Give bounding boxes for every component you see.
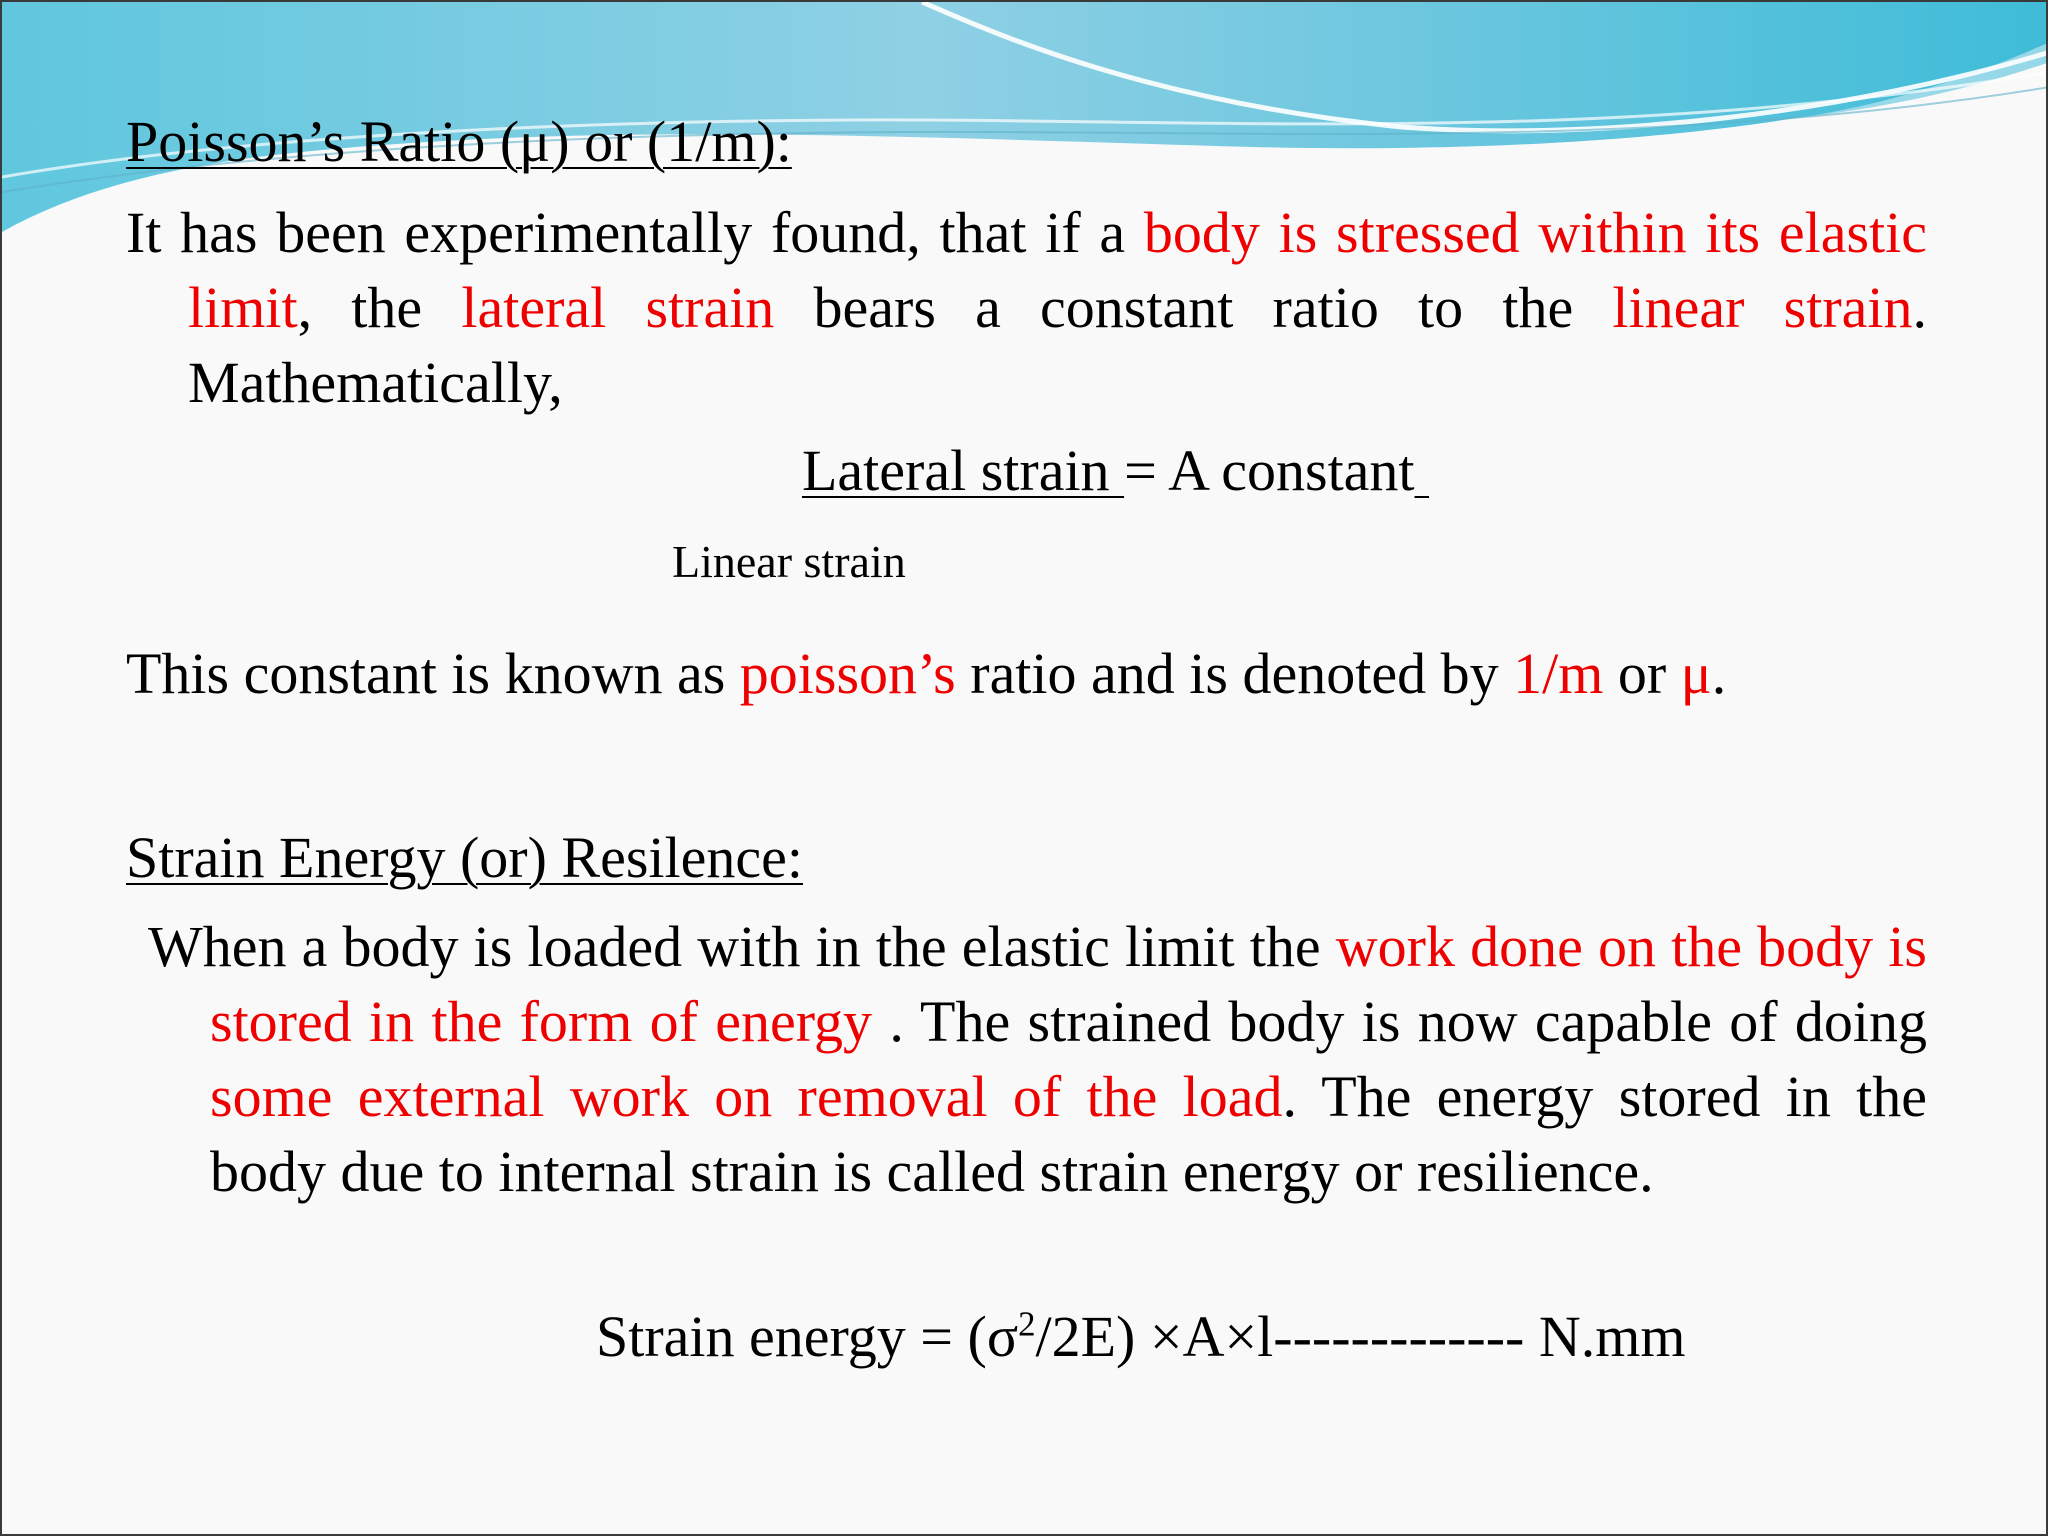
poissons-ratio-heading: Poisson’s Ratio (μ) or (1/m): [126,109,792,174]
highlight-lateral-strain: lateral strain [461,275,775,340]
highlight-elastic-limit: body is stressed within its elastic limit [188,200,1927,340]
formula-denominator: Linear strain [672,536,906,587]
statement-text: or [1603,641,1681,706]
formula-exponent: 2 [1018,1304,1036,1344]
definition-text: , the [297,275,462,340]
definition-text: It has been experimentally found, that if a [126,200,1144,265]
formula-result: = A constant [1124,438,1415,503]
strain-energy-definition [148,909,1927,1209]
definition-text: bears a constant ratio to the [774,275,1613,340]
formula-numerator: Lateral strain [802,438,1125,503]
definition-text: . Mathematically, [188,275,1927,415]
poissons-ratio-definition [126,195,1927,420]
highlight-poissons: poisson’s [739,641,956,706]
poissons-ratio-statement [126,642,1726,706]
strain-energy-heading: Strain Energy (or) Resilence: [126,825,803,890]
strain-energy-formula [596,1305,1685,1369]
poissons-ratio-formula [802,439,1429,503]
highlight-linear-strain: linear strain [1612,275,1913,340]
formula-trailing-underline [1415,438,1430,503]
highlight-one-over-m: 1/m [1513,641,1604,706]
formula-prefix: Strain energy = (σ [596,1304,1019,1369]
statement-text: This constant is known as [126,641,740,706]
highlight-external-work: some external work on removal of the load [210,1064,1283,1129]
highlight-work-done: work done on the body is stored in the form of energy [210,914,1927,1054]
formula-suffix: /2E) ×A×l------------- N.mm [1035,1304,1686,1369]
definition-text: When a body is loaded with in the elastic limit the [148,914,1336,979]
statement-text: ratio and is denoted by [955,641,1514,706]
highlight-mu: μ [1680,641,1712,706]
definition-text: . The strained body is now capable of doing [872,989,1927,1054]
definition-text: . The energy stored in the body due to internal strain is called strain energy or resilience. [210,1064,1927,1204]
statement-text: . [1711,641,1727,706]
